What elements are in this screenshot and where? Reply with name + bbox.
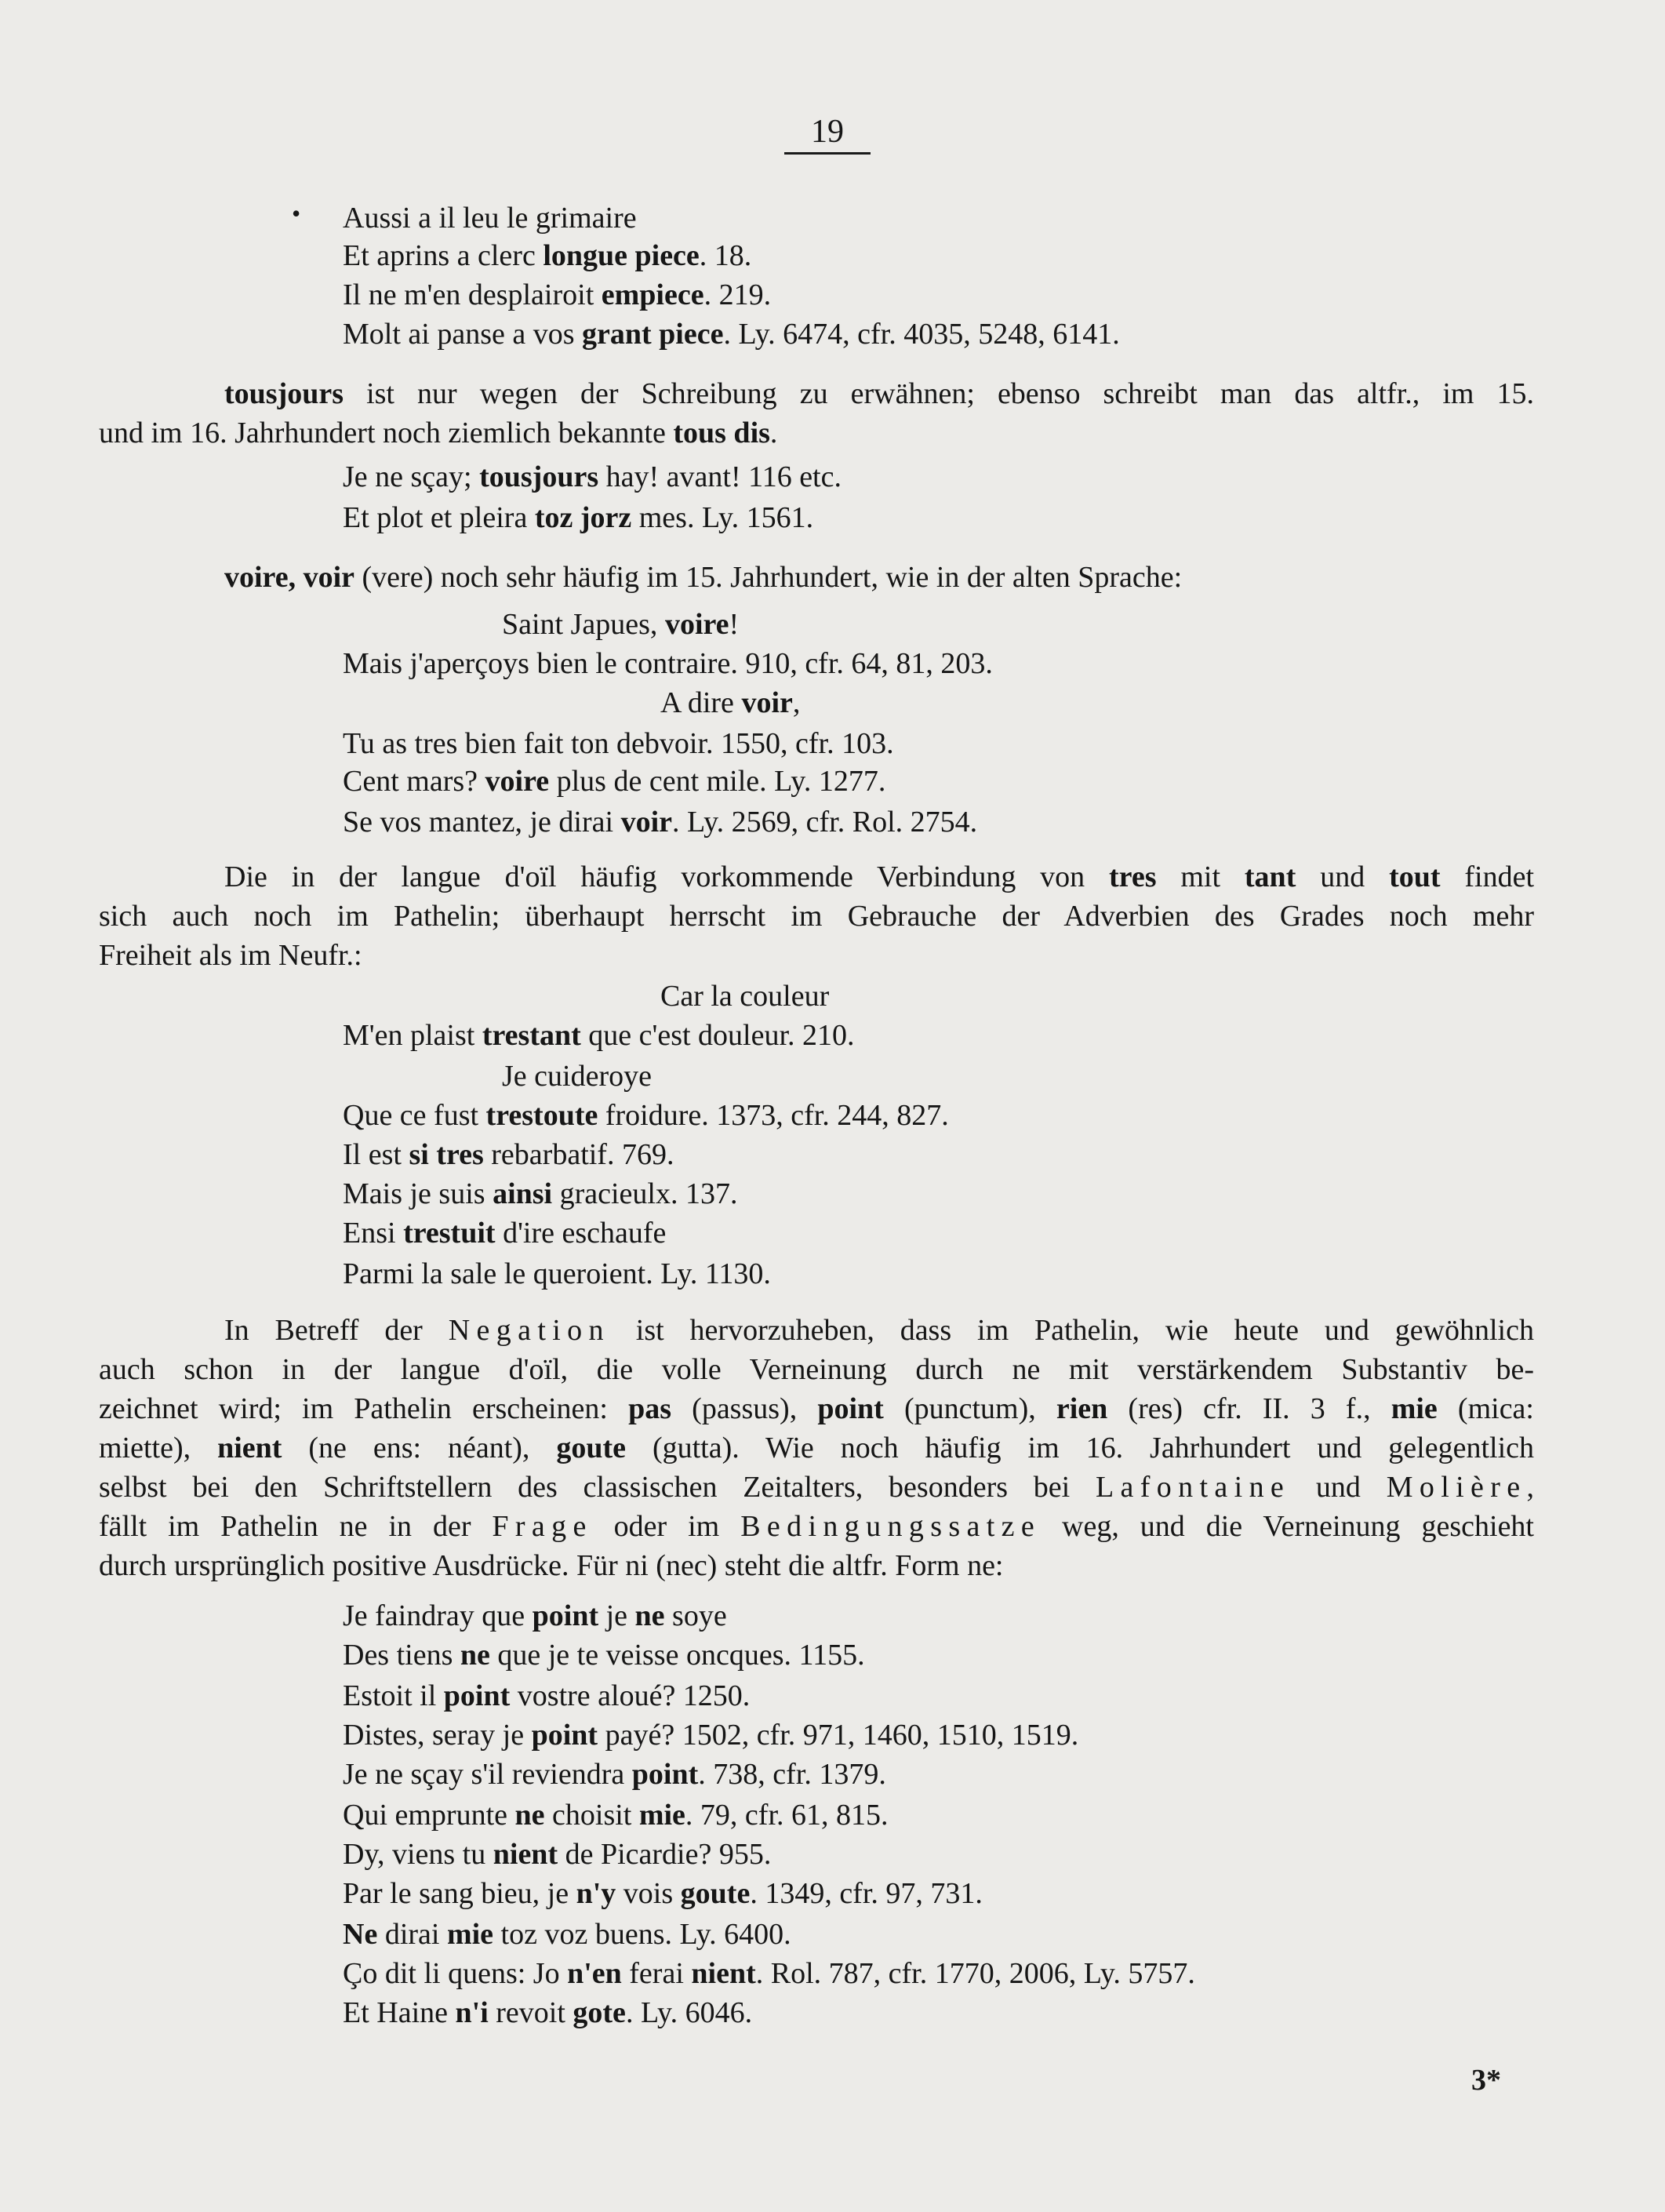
quote-line: Estoit il point vostre aloué? 1250. — [343, 1679, 751, 1712]
paragraph-line: fällt im Pathelin ne in der Frage oder im Bedingungssatze weg, und die Verneinung geschieht — [99, 1510, 1534, 1543]
paragraph-line: durch ursprünglich positive Ausdrücke. Für ni (nec) steht die altfr. Form ne: — [99, 1549, 1004, 1582]
quote-line: Aussi a il leu le grimaire — [343, 202, 637, 235]
quote-line: Il ne m'en desplairoit empiece. 219. — [343, 278, 772, 311]
paragraph-line: zeichnet wird; im Pathelin erscheinen: pas (passus), point (punctum), rien (res) cfr. II. 3 f., mie (mica: — [99, 1392, 1534, 1425]
quote-line: Je faindray que point je ne soye — [343, 1599, 727, 1632]
quote-line: Molt ai panse a vos grant piece. Ly. 6474, cfr. 4035, 5248, 6141. — [343, 318, 1120, 351]
paragraph-line: und im 16. Jahrhundert noch ziemlich bekannte tous dis. — [99, 417, 778, 449]
quote-line: Que ce fust trestoute froidure. 1373, cfr. 244, 827. — [343, 1099, 949, 1132]
quote-line: Je ne sçay s'il reviendra point. 738, cfr. 1379. — [343, 1758, 886, 1791]
quote-line: Se vos mantez, je dirai voir. Ly. 2569, cfr. Rol. 2754. — [343, 806, 978, 839]
quote-line: Dy, viens tu nient de Picardie? 955. — [343, 1838, 772, 1871]
paragraph-line: auch schon in der langue d'oïl, die volle Verneinung durch ne mit verstärkendem Substantiv be- — [99, 1353, 1534, 1386]
quote-line: Tu as tres bien fait ton debvoir. 1550, cfr. 103. — [343, 727, 894, 760]
quote-line: Car la couleur — [660, 980, 830, 1013]
signature-mark: 3* — [1471, 2064, 1501, 2097]
paragraph-line: miette), nient (ne ens: néant), goute (gutta). Wie noch häufig im 16. Jahrhundert und gelegentlich — [99, 1432, 1534, 1464]
quote-line: A dire voir, — [660, 686, 801, 719]
page-number: 19 — [784, 111, 871, 155]
quote-line: Par le sang bieu, je n'y vois goute. 1349, cfr. 97, 731. — [343, 1877, 983, 1910]
quote-line: Saint Japues, voire! — [502, 608, 740, 641]
quote-line: Des tiens ne que je te veisse oncques. 1155. — [343, 1639, 865, 1672]
paragraph-line: Freiheit als im Neufr.: — [99, 939, 362, 972]
quote-line: Je cuideroye — [502, 1060, 652, 1093]
quote-line: M'en plaist trestant que c'est douleur. 210. — [343, 1019, 855, 1052]
quote-line: Mais je suis ainsi gracieulx. 137. — [343, 1177, 738, 1210]
paragraph-line: In Betreff der Negation ist hervorzuheben, dass im Pathelin, wie heute und gewöhnlich — [224, 1314, 1534, 1347]
paragraph-line: Die in der langue d'oïl häufig vorkommende Verbindung von tres mit tant und tout findet — [224, 860, 1534, 893]
quote-line: Cent mars? voire plus de cent mile. Ly. 1277. — [343, 765, 886, 798]
quote-line: Mais j'aperçoys bien le contraire. 910, cfr. 64, 81, 203. — [343, 647, 993, 680]
quote-line: Ne dirai mie toz voz buens. Ly. 6400. — [343, 1918, 791, 1951]
paragraph-line: sich auch noch im Pathelin; überhaupt herrscht im Gebrauche der Adverbien des Grades noch mehr — [99, 900, 1534, 933]
quote-line: Et aprins a clerc longue piece. 18. — [343, 239, 752, 272]
paragraph-line: selbst bei den Schriftstellern des classischen Zeitalters, besonders bei Lafontaine und Molière, — [99, 1471, 1534, 1504]
paragraph-line: voire, voir (vere) noch sehr häufig im 15. Jahrhundert, wie in der alten Sprache: — [224, 561, 1183, 594]
quote-line: Distes, seray je point payé? 1502, cfr. 971, 1460, 1510, 1519. — [343, 1719, 1079, 1752]
quote-line: Ensi trestuit d'ire eschaufe — [343, 1217, 667, 1250]
quote-line: Il est si tres rebarbatif. 769. — [343, 1138, 674, 1171]
quote-line: Je ne sçay; tousjours hay! avant! 116 etc. — [343, 460, 842, 493]
quote-line: Parmi la sale le queroient. Ly. 1130. — [343, 1257, 771, 1290]
quote-line: Et plot et pleira toz jorz mes. Ly. 1561. — [343, 501, 814, 534]
paragraph-line: tousjours ist nur wegen der Schreibung zu erwähnen; ebenso schreibt man das altfr., im 15. — [224, 377, 1534, 410]
quote-line: Ço dit li quens: Jo n'en ferai nient. Rol. 787, cfr. 1770, 2006, Ly. 5757. — [343, 1957, 1195, 1990]
quote-line: Et Haine n'i revoit gote. Ly. 6046. — [343, 1996, 753, 2029]
quote-line: Qui emprunte ne choisit mie. 79, cfr. 61, 815. — [343, 1799, 889, 1832]
bullet-mark: • — [292, 199, 301, 227]
